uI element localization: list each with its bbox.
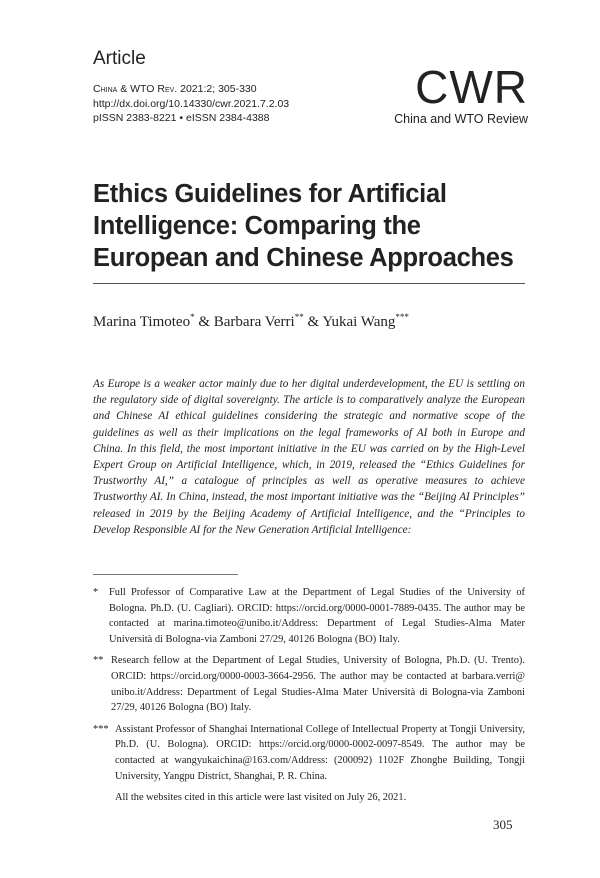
footnote-mark: * xyxy=(93,587,99,598)
journal-metadata xyxy=(93,82,289,126)
author-footnote-mark[interactable]: *** xyxy=(395,312,409,322)
footnote xyxy=(93,585,525,647)
footnotes xyxy=(93,585,525,806)
footnote-mark: ** xyxy=(93,655,104,667)
author-footnote-mark[interactable]: * xyxy=(190,312,195,322)
article-title: Ethics Guidelines for Artificial Intelligence: Comparing the European and Chinese Approaches xyxy=(93,180,514,272)
author-name: Yukai Wang xyxy=(322,314,396,330)
footnote xyxy=(93,653,525,715)
footnote-text: Research fellow at the Department of Legal Studies, University of Bologna, Ph.D. (U. Trento). ORCID: https://orcid.org/0000-0003-3664-2956. The author may be contacted at barbara.verri@ unibo.it/Address: Department of Legal Studies-Alma Mater Università di Bologna-via Zamboni 27/29, 40126 Bologna (BO) Italy. xyxy=(111,655,525,714)
author-separator: & xyxy=(303,314,323,330)
abstract-text: As Europe is a weaker actor mainly due to her digital underdevelopment, the EU is settling on the regulatory side of digital sovereignty. The article is to comparatively analyze the European and Chinese AI ethical guidelines considering the strategic and normative scope of the guidelines as well as their implications on the legal frameworks of AI both in Europe and China. In this field, the most important initiative in the EU was carried on by the High-Level Expert Group on Artificial Intelligence, which, in 2019, released the “Ethics Guidelines for Trustworthy AI,” a catalogue of principles as well as operative measures to achieve Trustworthy AI. In China, instead, the most important initiative was the “Beijing AI Principles” released in 2019 by the Beijing Academy of Artificial Intelligence, and the “Principles to Develop Responsible AI for the New Generation Artificial Intelligence: xyxy=(93,378,525,536)
author-name: Barbara Verri xyxy=(213,314,295,330)
title-divider xyxy=(93,283,525,284)
journal-reference xyxy=(93,82,289,97)
doi-link[interactable]: http://dx.doi.org/10.14330/cwr.2021.7.2.03 xyxy=(93,97,290,110)
footnote-mark: *** xyxy=(93,723,109,735)
author-footnote-mark[interactable]: ** xyxy=(294,312,304,322)
issn-line: pISSN 2383-8221 • eISSN 2384-4388 xyxy=(93,112,270,124)
logo-subtitle: China and WTO Review xyxy=(394,112,528,126)
author-name: Marina Timoteo xyxy=(93,314,191,330)
journal-abbrev: China & WTO Rev. xyxy=(93,83,178,95)
footnote-divider xyxy=(93,574,238,575)
logo-mark: CWR xyxy=(415,61,528,113)
footnote-text: Full Professor of Comparative Law at the Department of Legal Studies of the University of Bologna. Ph.D. (U. Cagliari). ORCID: https://orcid.org/0000-0001-7889-0435. The author may be contacted at marina.timoteo@unibo.it/Address: Department of Legal Studies-Alma Mater Università di Bologna-via Zamboni 27/29, 40126 Bologna (BO) Italy. xyxy=(109,587,525,645)
websites-note: All the websites cited in this article were last visited on July 26, 2021. xyxy=(115,792,407,804)
journal-volume-pages: 2021:2; 305-330 xyxy=(177,83,257,95)
author-line xyxy=(93,312,409,331)
footnote xyxy=(93,722,525,784)
footnote-text: Assistant Professor of Shanghai International College of Intellectual Property at Tongji University, Ph.D. (U. Bologna). ORCID: https://orcid.org/0000-0002-0097-8549. The author may be contacted at wangyukaichina@163.com/Address: (200092) 1102F Zhonghe Building, Tongji University, Yangpu District, Shanghai, P. R. China. xyxy=(115,723,525,782)
article-type-label: Article xyxy=(93,48,146,69)
page-number: 305 xyxy=(493,817,513,832)
author-separator: & xyxy=(194,314,214,330)
journal-logo xyxy=(394,61,528,126)
